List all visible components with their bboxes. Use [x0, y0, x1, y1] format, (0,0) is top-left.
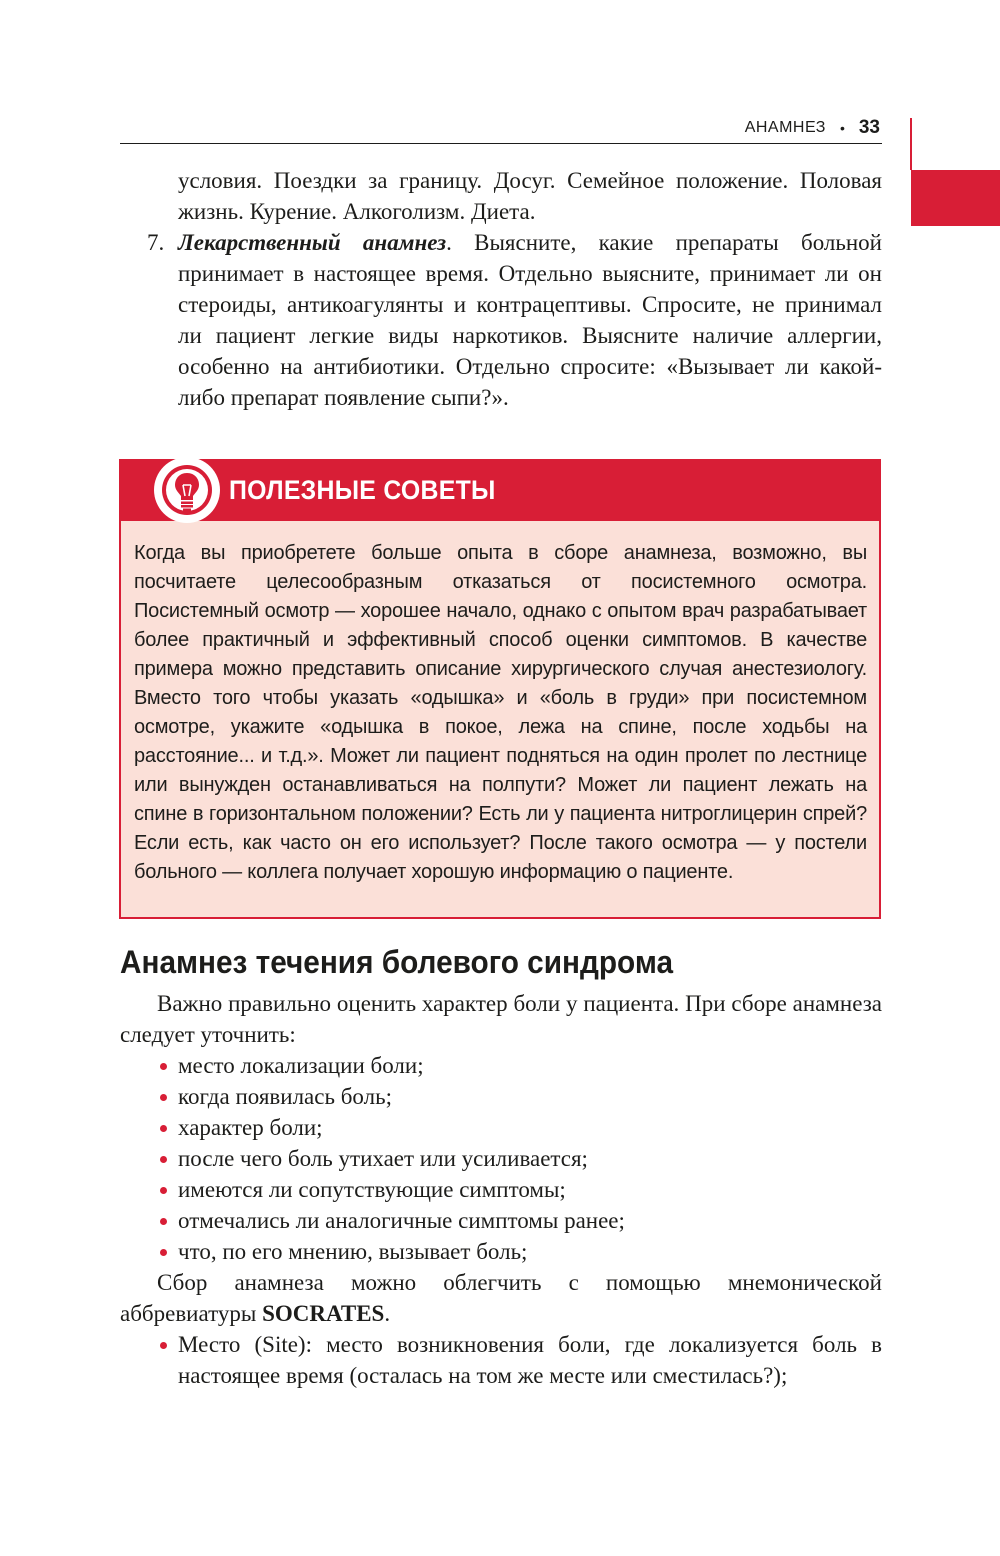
continuation-paragraph [120, 165, 882, 227]
tips-text: Когда вы приобретете больше опыта в сборе анамнеза, возможно, вы посчитаете целесообразным отказаться от посистемного осмотра. Посистемный осмотр — хорошее начало, однако с опытом врач разрабатывает более практичный и эффективный способ оценки симптомов. В качестве примера можно представить описание хирургического случая анестезиологу. Вместо того чтобы указать «одышка» и «боль в груди» при посистемном осмотре, укажите «одышка в покое, лежа на спине, после ходьбы на расстояние... и т.д.». Может ли пациент подняться на один пролет по лестнице или вынужден останавливаться на полпути? Может ли пациент лежать на спине в горизонтальном положении? Есть ли у пациента нитроглицерин спрей? Если есть, как часто он его использует? После такого осмотра — у постели больного — коллега получает хорошую информацию о пациенте. [134, 542, 867, 883]
section-heading: Анамнез течения болевого синдрома [120, 944, 674, 980]
list-item: Место (Site): место возникновения боли, где локализуется боль в настоящее время (осталась на том же месте или сместилась?); [158, 1329, 882, 1391]
useful-tips-box [119, 459, 881, 919]
list-item: отмечались ли аналогичные симптомы ранее; [158, 1205, 882, 1236]
tips-title: ПОЛЕЗНЫЕ СОВЕТЫ [229, 475, 496, 505]
item-number: 7. [147, 230, 165, 255]
section-intro: Важно правильно оценить характер боли у пациента. При сборе анамнеза следует уточнить: [120, 991, 882, 1047]
list-item: когда появилась боль; [158, 1081, 882, 1112]
socrates-intro-end: . [384, 1301, 391, 1326]
page-tab-line [910, 118, 912, 170]
running-title: АНАМНЕЗ [744, 119, 826, 136]
socrates-intro [120, 1267, 882, 1329]
running-header [120, 113, 882, 144]
page-number: 33 [858, 117, 880, 138]
chapter-tab [911, 170, 1000, 226]
list-item: имеются ли сопутствующие симптомы; [158, 1174, 882, 1205]
lightbulb-icon [154, 457, 220, 523]
running-bullet: • [839, 120, 845, 136]
socrates-abbreviation: SOCRATES [262, 1301, 385, 1326]
tips-header [121, 461, 879, 521]
item-term: Лекарственный анамнез [178, 230, 447, 255]
socrates-list [158, 1329, 882, 1391]
numbered-item-7 [120, 227, 882, 413]
list-item: после чего боль утихает или усиливается; [158, 1143, 882, 1174]
socrates-intro-text: Сбор анамнеза можно облегчить с помощью мнемонической аббревиатуры [120, 1270, 882, 1326]
pain-questions-list [158, 1050, 882, 1267]
continuation-text: условия. Поездки за границу. Досуг. Семейное положение. Половая жизнь. Курение. Алкоголизм. Диета. [178, 168, 882, 224]
item-text: . Выясните, какие препараты больной принимает в настоящее время. Отдельно выясните, принимает ли он стероиды, антикоагулянты и контрацептивы. Спросите, не принимал ли пациент легкие виды наркотиков. Выясните наличие аллергии, особенно на антибиотики. Отдельно спросите: «Вызывает ли какой-либо препарат появление сыпи?». [178, 230, 882, 410]
list-item: место локализации боли; [158, 1050, 882, 1081]
list-item: характер боли; [158, 1112, 882, 1143]
list-item: что, по его мнению, вызывает боль; [158, 1236, 882, 1267]
